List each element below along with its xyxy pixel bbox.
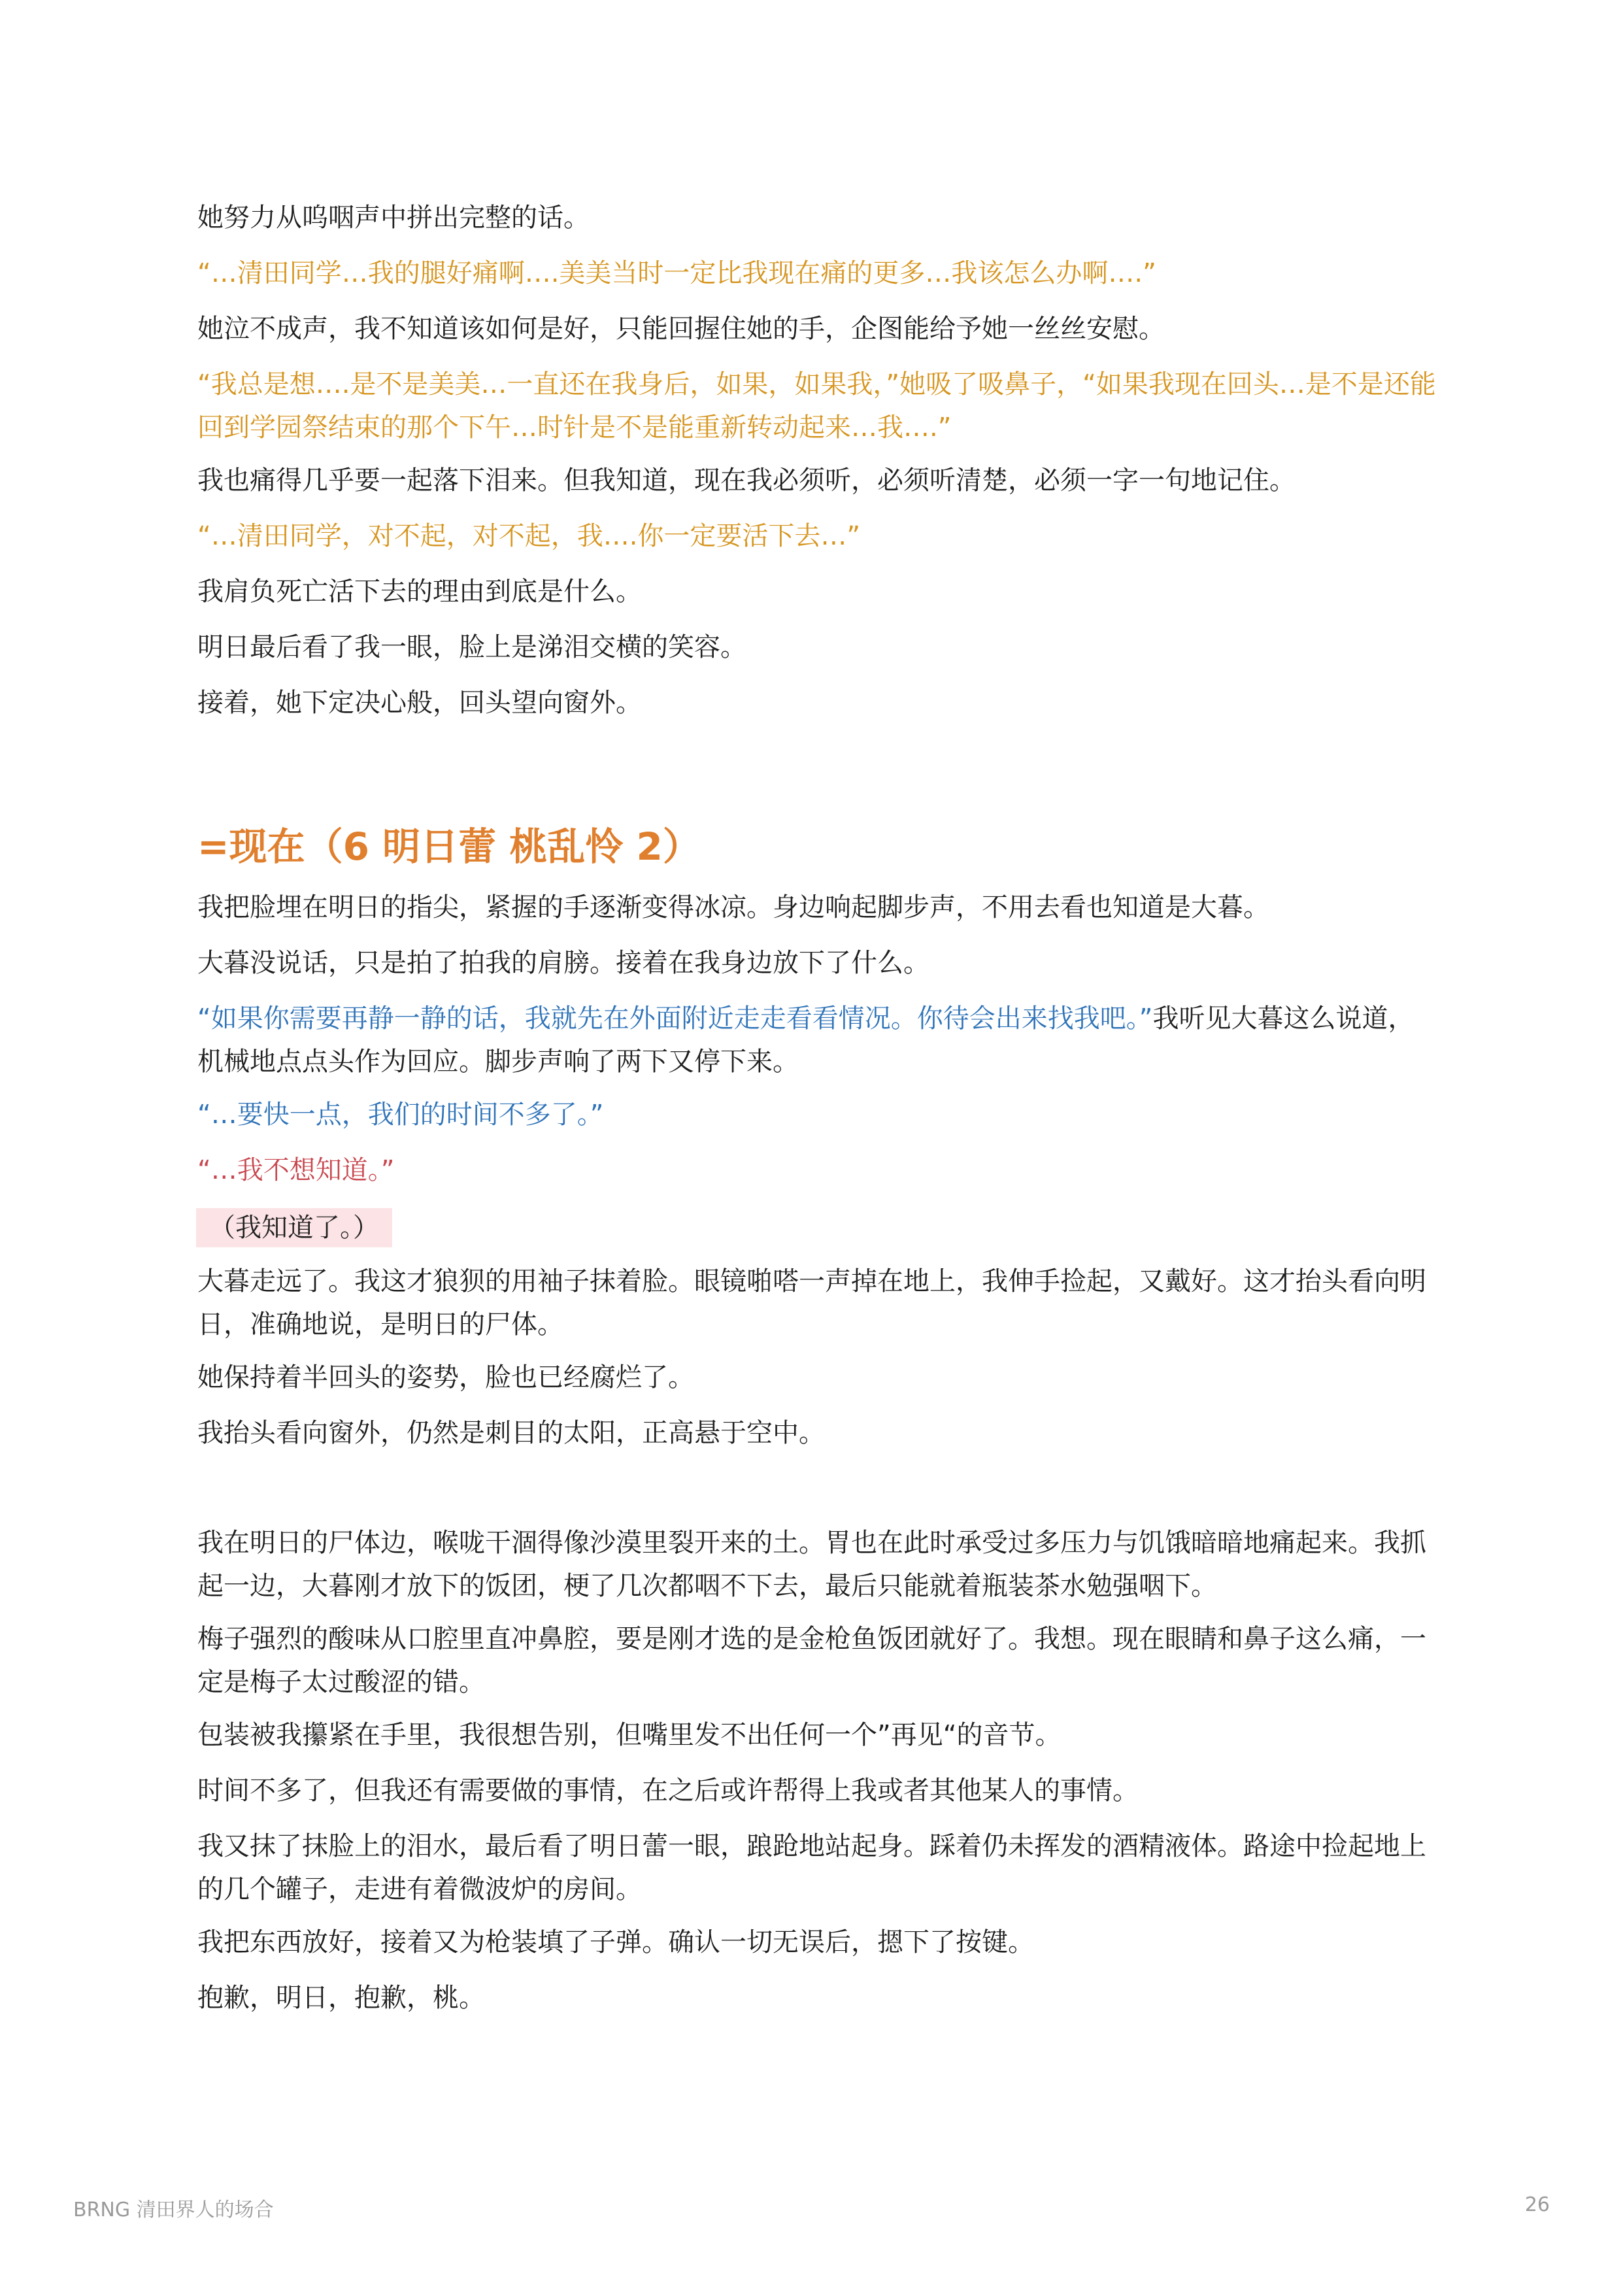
narration: 我听见大暮这么说道，机械地点点头作为回应。脚步声响了两下又停下来。 (197, 1004, 1414, 1077)
highlighted-thought: （我知道了。） (196, 1208, 392, 1247)
paragraph: 我抬头看向窗外，仍然是刺目的太阳，正高悬于空中。 (197, 1418, 825, 1448)
paragraph: 我把脸埋在明日的指尖，紧握的手逐渐变得冰凉。身边响起脚步声，不用去看也知道是大暮。 (197, 892, 1269, 922)
paragraph: 接着，她下定决心般，回头望向窗外。 (197, 688, 642, 718)
dialogue-line: “我总是想….是不是美美…一直还在我身后，如果，如果我，”她吸了吸鼻子，“如果我现在回头…是不是还能回到学园祭结束的那个下午…时针是不是能重新转动起来…我….” (197, 369, 1436, 443)
paragraph: 她泣不成声，我不知道该如何是好，只能回握住她的手，企图能给予她一丝丝安慰。 (197, 314, 1165, 344)
paragraph: 大暮没说话，只是拍了拍我的肩膀。接着在我身边放下了什么。 (197, 948, 929, 978)
paragraph: 她保持着半回头的姿势，脸也已经腐烂了。 (197, 1362, 694, 1393)
dialogue-line: “…我不想知道。” (197, 1155, 395, 1185)
paragraph: 明日最后看了我一眼，脸上是涕泪交横的笑容。 (197, 632, 746, 662)
paragraph: 我把东西放好，接着又为枪装填了子弹。确认一切无误后，摁下了按键。 (197, 1927, 1034, 1957)
paragraph: 我肩负死亡活下去的理由到底是什么。 (197, 577, 642, 607)
footer-title: BRNG 清田界人的场合 (73, 2199, 274, 2221)
paragraph: 她努力从呜咽声中拼出完整的话。 (197, 203, 590, 233)
dialogue-line: “如果你需要再静一静的话，我就先在外面附近走走看看情况。你待会出来找我吧。” (197, 1004, 1153, 1034)
dialogue-line: “…要快一点，我们的时间不多了。” (197, 1100, 604, 1130)
paragraph: 抱歉，明日，抱歉，桃。 (197, 1983, 485, 2013)
dialogue-line: “…清田同学，对不起，对不起，我….你一定要活下去…” (197, 521, 861, 551)
dialogue-line: “…清田同学…我的腿好痛啊….美美当时一定比我现在痛的更多…我该怎么办啊….” (197, 258, 1156, 288)
page-number: 26 (1524, 2193, 1550, 2216)
paragraph: 大暮走远了。我这才狼狈的用袖子抹着脸。眼镜啪嗒一声掉在地上，我伸手捡起，又戴好。这才抬头看向明日，准确地说，是明日的尸体。 (197, 1266, 1426, 1340)
paragraph: 梅子强烈的酸味从口腔里直冲鼻腔，要是刚才选的是金枪鱼饭团就好了。我想。现在眼睛和鼻子这么痛，一定是梅子太过酸涩的错。 (197, 1624, 1426, 1697)
paragraph: 我又抹了抹脸上的泪水，最后看了明日蕾一眼，踉跄地站起身。踩着仍未挥发的酒精液体。路途中捡起地上的几个罐子，走进有着微波炉的房间。 (197, 1831, 1426, 1904)
section-heading: =现在（6 明日蕾 桃乱怜 2） (197, 824, 701, 869)
paragraph: 我在明日的尸体边，喉咙干涸得像沙漠里裂开来的土。胃也在此时承受过多压力与饥饿暗暗地痛起来。我抓起一边，大暮刚才放下的饭团，梗了几次都咽不下去，最后只能就着瓶装茶水勉强咽下。 (197, 1528, 1426, 1601)
paragraph: 我也痛得几乎要一起落下泪来。但我知道，现在我必须听，必须听清楚，必须一字一句地记住。 (197, 465, 1296, 496)
paragraph: 包装被我攥紧在手里，我很想告别，但嘴里发不出任何一个”再见“的音节。 (197, 1720, 1062, 1750)
paragraph-mixed (197, 997, 1439, 1083)
paragraph: 时间不多了，但我还有需要做的事情，在之后或许帮得上我或者其他某人的事情。 (197, 1776, 1139, 1806)
